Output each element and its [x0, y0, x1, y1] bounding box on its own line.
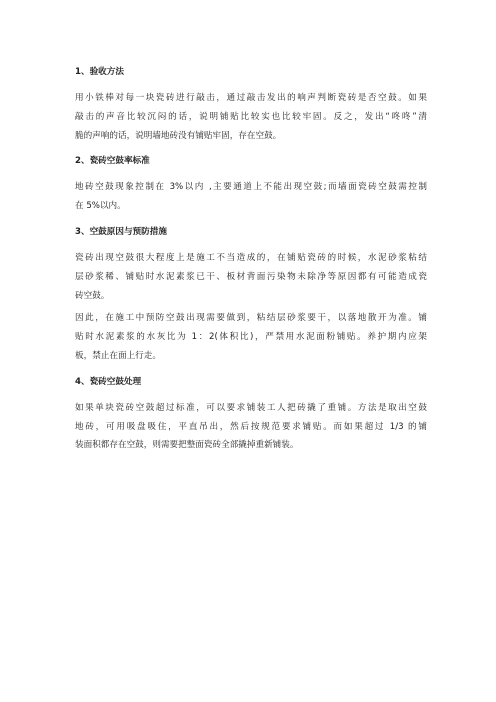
paragraph-line: 瓷砖出现空鼓很大程度上是施工不当造成的，在铺贴瓷砖的时候，水泥砂浆粘结	[75, 252, 427, 263]
paragraph-line: 用小铁棒对每一块瓷砖进行敲击，通过敲击发出的响声判断瓷砖是否空鼓。如果	[75, 93, 427, 103]
paragraph-causes	[75, 249, 427, 305]
section-heading-causes-and-prevention: 3、空鼓原因与预防措施	[75, 226, 167, 237]
paragraph-line: 装面积都存在空鼓，则需要把整面瓷砖全部撬掉重新铺装。	[75, 440, 299, 451]
section-heading-hollow-rate-standard: 2、瓷砖空鼓率标准	[75, 156, 150, 167]
paragraph-line: 脆的声响的话，说明墙地砖没有铺贴牢固，存在空鼓。	[75, 130, 282, 141]
document-body	[75, 66, 427, 459]
paragraph-acceptance-method	[75, 89, 427, 145]
paragraph-line: 敲击的声音比较沉闷的话，说明铺贴比较实也比较牢固。反之，发出“咚咚”清	[75, 111, 427, 122]
paragraph-line: 因此，在施工中预防空鼓出现需要做到，粘结层砂浆要干，以落地散开为准。铺	[75, 313, 427, 324]
paragraph-line: 贴时水泥素浆的水灰比为 1：2(体积比)，严禁用水泥面粉铺贴。养护期内应架	[75, 332, 427, 343]
paragraph-hollow-rate-standard	[75, 178, 427, 216]
paragraph-line: 如果单块瓷砖空鼓超过标准，可以要求铺装工人把砖撬了重铺。方法是取出空鼓	[75, 402, 427, 413]
paragraph-hollow-treatment	[75, 399, 427, 455]
paragraph-prevention	[75, 309, 427, 365]
section-heading-hollow-treatment: 4、瓷砖空鼓处理	[75, 376, 142, 387]
paragraph-line: 地砖，可用吸盘吸住，平直吊出，然后按规范要求铺贴。而如果超过 1/3 的铺	[75, 421, 427, 432]
paragraph-line: 砖空鼓。	[75, 290, 110, 301]
paragraph-line: 板，禁止在面上行走。	[75, 350, 161, 361]
section-heading-acceptance-method: 1、验收方法	[75, 67, 124, 77]
paragraph-line: 层砂浆稀、铺贴时水泥素浆已干、板材背面污染物未除净等原因都有可能造成瓷	[75, 271, 427, 282]
paragraph-line: 地砖空鼓现象控制在 3%以内 ,主要通道上不能出现空鼓;而墙面瓷砖空鼓需控制	[75, 182, 427, 193]
paragraph-line: 在 5%以内。	[75, 201, 126, 212]
